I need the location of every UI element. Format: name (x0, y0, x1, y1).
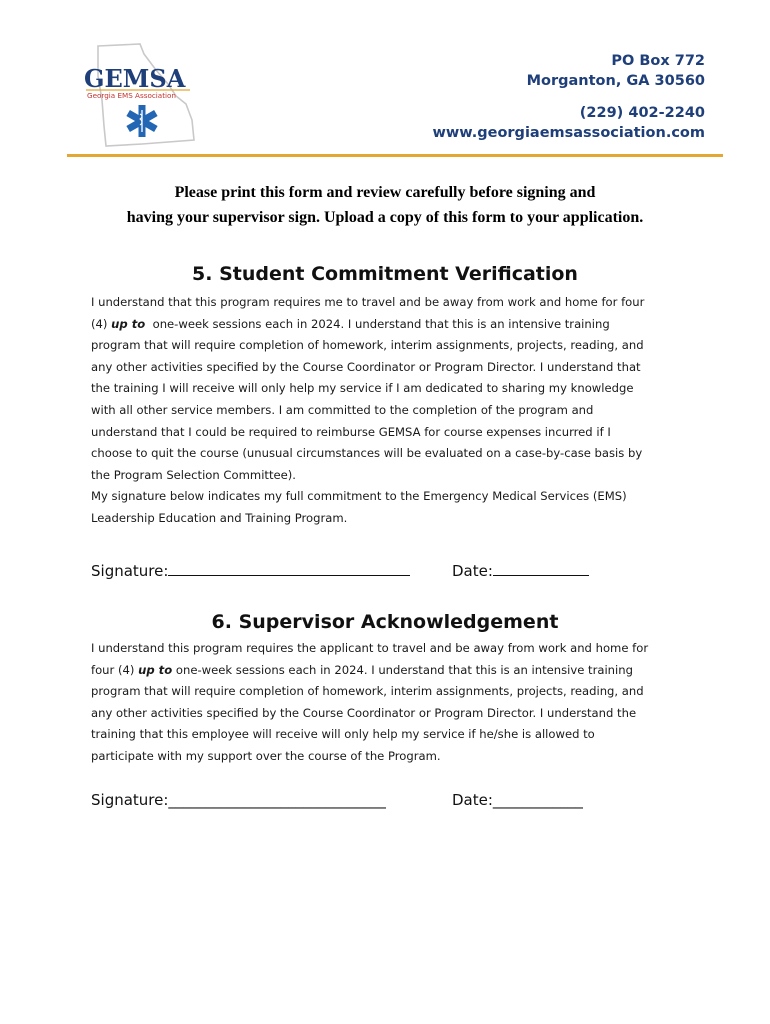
body-line: with all other service members. I am committed to the completion of the program and (91, 402, 594, 417)
address-line-1: PO Box 772 (611, 53, 705, 69)
date-line[interactable] (493, 561, 589, 576)
phone-number: (229) 402-2240 (579, 105, 705, 121)
supervisor-date-field[interactable] (452, 791, 583, 809)
star-of-life-icon (126, 105, 157, 137)
body-line: any other activities specified by the Course Coordinator or Program Director. I understand that (91, 359, 641, 374)
student-signature-field[interactable] (91, 561, 410, 580)
print-notice (60, 180, 710, 230)
signature-line[interactable] (168, 561, 410, 576)
contact-block (432, 51, 705, 143)
gemsa-logo (82, 40, 202, 152)
emphasis-up-to: up to (138, 662, 173, 677)
notice-line-1: Please print this form and review carefully before signing and (174, 184, 596, 201)
signature-label: Signature: (91, 562, 169, 580)
body-line: Leadership Education and Training Program. (91, 510, 348, 525)
section-5-body (91, 292, 691, 530)
date-label: Date: (452, 791, 493, 809)
section-5-title: 5. Student Commitment Verification (192, 263, 578, 285)
body-line: I understand this program requires the applicant to travel and be away from work and home for (91, 641, 649, 655)
body-line: the Program Selection Committee). (91, 467, 296, 482)
body-line: I understand that this program requires me to travel and be away from work and home for four (91, 295, 645, 309)
supervisor-signature-field[interactable] (91, 791, 386, 809)
section-6-body (91, 638, 691, 768)
signature-blank[interactable]: _____________________________ (168, 791, 386, 809)
body-line: the training I will receive will only help my service if I am dedicated to sharing my knowledge (91, 381, 634, 396)
section-6-title: 6. Supervisor Acknowledgement (211, 611, 559, 633)
emphasis-up-to: up to (111, 316, 146, 331)
body-line: choose to quit the course (unusual circumstances will be evaluated on a case-by-case basis by (91, 446, 643, 461)
body-line: training that this employee will receive will only help my service if he/she is allowed to (91, 727, 595, 742)
website-link[interactable]: www.georgiaemsassociation.com (432, 125, 705, 141)
date-label: Date: (452, 562, 493, 580)
body-line: program that will require completion of homework, interim assignments, projects, reading, and (91, 684, 644, 699)
notice-line-2: having your supervisor sign. Upload a copy of this form to your application. (126, 209, 644, 226)
date-blank[interactable]: ____________ (492, 791, 583, 809)
body-line: My signature below indicates my full commitment to the Emergency Medical Services (EMS) (91, 489, 627, 504)
student-date-field[interactable] (452, 561, 589, 580)
body-line: understand that I could be required to reimburse GEMSA for course expenses incurred if I (91, 424, 611, 439)
logo-wordmark: GEMSA (84, 64, 186, 93)
body-line: any other activities specified by the Course Coordinator or Program Director. I understand the (91, 705, 637, 720)
signature-label: Signature: (91, 791, 169, 809)
header-divider (67, 154, 723, 157)
body-line: (4) up to one-week sessions each in 2024. I understand that this is an intensive training (91, 316, 610, 331)
logo-subtext: Georgia EMS Association (87, 91, 176, 100)
body-line: four (4) up to one-week sessions each in 2024. I understand that this is an intensive training (91, 662, 633, 677)
body-line: program that will require completion of homework, interim assignments, projects, reading, and (91, 338, 644, 353)
address-line-2: Morganton, GA 30560 (526, 73, 705, 89)
body-line: participate with my support over the course of the Program. (91, 748, 441, 763)
